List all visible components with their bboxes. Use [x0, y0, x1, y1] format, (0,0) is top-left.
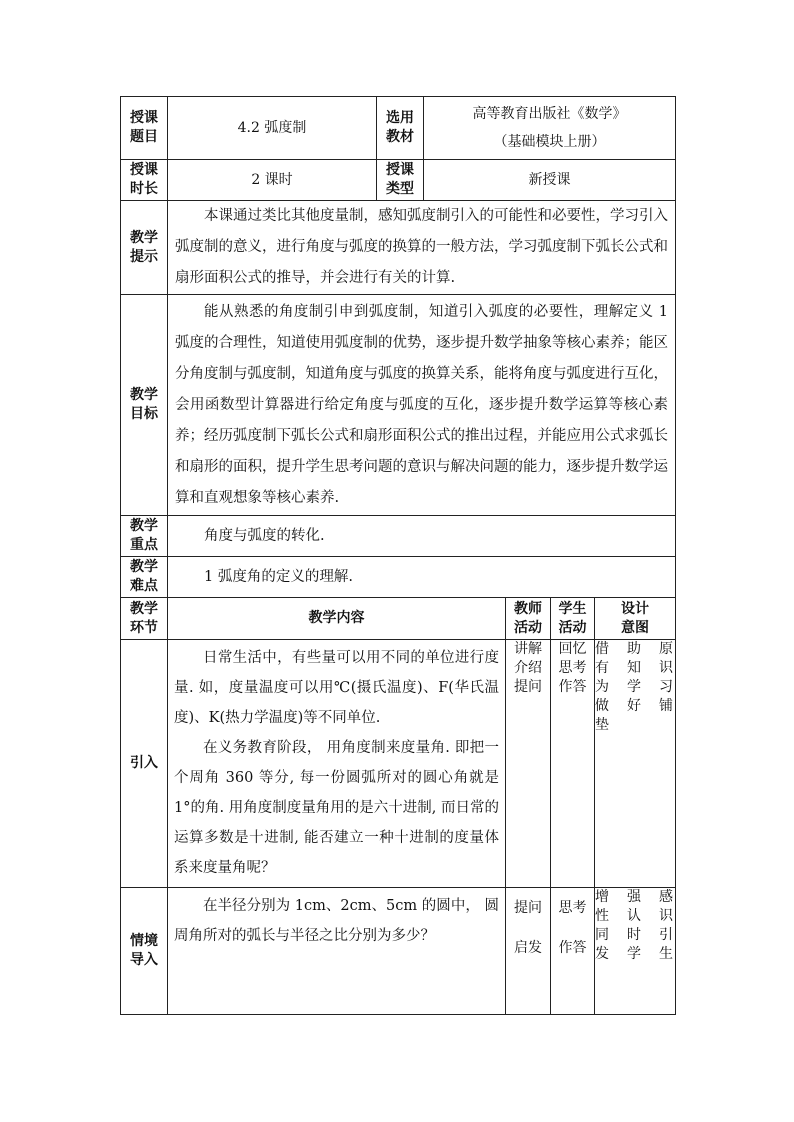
- student-activity-item: 回忆: [558, 641, 587, 657]
- col-header-design-line1: 设计: [621, 600, 649, 617]
- student-activity-item: 思考: [558, 659, 587, 676]
- type-label-line2: 类型: [386, 181, 414, 197]
- col-header-student: [551, 598, 595, 640]
- teacher-activity-item: 启发: [514, 940, 542, 956]
- stage-situation-paragraph: 在半径分别为 1cm、2cm、5cm 的圆中， 圆周角所对的弧长与半径之比分别为多少？: [174, 898, 499, 944]
- difficulty-label-line2: 难点: [130, 578, 158, 594]
- key-point-label: [121, 516, 168, 557]
- key-point-label-line2: 重点: [130, 537, 158, 553]
- topic-value: 4.2 弧度制: [168, 97, 377, 160]
- type-label-line1: 授课: [386, 162, 414, 179]
- textbook-line1: 高等教育出版社《数学》: [472, 106, 627, 122]
- stage-situation-label-line2: 导入: [130, 952, 158, 968]
- difficulty-text: 1 弧度角的定义的理解.: [204, 568, 353, 585]
- col-header-design-line2: 意图: [621, 619, 649, 636]
- col-header-stage: [121, 598, 168, 640]
- design-line: 垫: [595, 716, 611, 733]
- row-difficulty: [121, 557, 676, 598]
- stage-situation-student: [551, 888, 595, 1015]
- col-header-teacher-line2: 活动: [514, 619, 542, 636]
- col-header-student-line1: 学生: [558, 600, 587, 617]
- difficulty-label-line1: 教学: [130, 559, 158, 576]
- teacher-activity-item: 提问: [514, 678, 542, 695]
- stage-intro-teacher: [506, 640, 551, 888]
- goals-label-line2: 目标: [130, 406, 158, 422]
- col-header-teacher-line1: 教师: [514, 600, 542, 617]
- goals-label: [121, 295, 168, 516]
- row-column-headers: [121, 598, 676, 640]
- teacher-activity-item: 介绍: [514, 659, 542, 676]
- key-point-text: 角度与弧度的转化.: [204, 527, 325, 544]
- row-topic: [121, 97, 676, 160]
- textbook-label-line1: 选用: [386, 110, 414, 127]
- textbook-value: [424, 97, 676, 160]
- design-line: 同时引: [595, 926, 675, 943]
- design-line: 性认识: [595, 907, 675, 924]
- col-header-stage-line1: 教学: [130, 600, 158, 617]
- textbook-label: [377, 97, 424, 160]
- stage-intro-paragraph: 日常生活中，有些量可以用不同的单位进行度量. 如，度量温度可以用℃(摄氏温度)、F(华氏温度)、K(热力学温度)等不同单位.: [174, 650, 499, 726]
- stage-situation-design: [595, 888, 676, 1015]
- key-point-label-line1: 教学: [130, 518, 158, 535]
- goals-text-cell: [168, 295, 676, 516]
- design-line: 有知识: [595, 659, 675, 676]
- stage-intro-student: [551, 640, 595, 888]
- difficulty-label: [121, 557, 168, 598]
- goals-text: 能从熟悉的角度制引申到弧度制，知道引入弧度的必要性，理解定义 1 弧度的合理性，知道使用弧度制的优势，逐步提升数学抽象等核心素养；能区分角度制与弧度制，知道角度与弧度的换算关系，能将角度与弧度进行互化，会用函数型计算器进行给定角度与弧度的互化，逐步提升数学运算等核心素养；经历弧度制下弧长公式和扇形面积公式的推出过程，并能应用公式求弧长和扇形的面积，提升学生思考问题的意识与解决问题的能力，逐步提升数学运算和直观想象等核心素养.: [175, 303, 668, 506]
- teacher-activity-item: 讲解: [514, 641, 542, 657]
- difficulty-cell: [168, 557, 676, 598]
- teacher-activity-item: 提问: [514, 900, 542, 916]
- topic-label-line1: 授课: [130, 110, 158, 127]
- key-point-cell: [168, 516, 676, 557]
- goals-label-line1: 教学: [130, 387, 158, 404]
- hints-label-line2: 提示: [130, 248, 158, 265]
- student-activity-item: 作答: [558, 678, 587, 695]
- student-activity-item: 思考: [558, 900, 587, 916]
- hints-label-line1: 教学: [130, 229, 158, 246]
- lesson-plan-table: [120, 96, 676, 1015]
- textbook-label-line2: 教材: [386, 129, 414, 145]
- design-line: 发学生: [595, 945, 675, 962]
- col-header-content: 教学内容: [168, 598, 506, 640]
- row-duration: [121, 160, 676, 201]
- row-stage-intro: [121, 640, 676, 888]
- stage-intro-content: [168, 640, 506, 888]
- row-key-point: [121, 516, 676, 557]
- stage-intro-label: 引入: [121, 640, 168, 888]
- textbook-line2: （基础模块上册）: [493, 134, 606, 150]
- stage-situation-teacher: [506, 888, 551, 1015]
- col-header-design: [595, 598, 676, 640]
- col-header-student-line2: 活动: [558, 619, 587, 636]
- hints-text-cell: [168, 201, 676, 295]
- duration-label-line2: 时长: [130, 181, 158, 197]
- col-header-stage-line2: 环节: [130, 619, 158, 636]
- duration-value: 2 课时: [168, 160, 377, 201]
- row-hints: [121, 201, 676, 295]
- row-stage-situation: [121, 888, 676, 1015]
- duration-label-line1: 授课: [130, 162, 158, 179]
- type-label: [377, 160, 424, 201]
- stage-situation-content: [168, 888, 506, 1015]
- hints-text: 本课通过类比其他度量制，感知弧度制引入的可能性和必要性，学习引入弧度制的意义，进行角度与弧度的换算的一般方法，学习弧度制下弧长公式和扇形面积公式的推导，并会进行有关的计算.: [175, 208, 668, 286]
- stage-situation-label: [121, 888, 168, 1015]
- topic-label-line2: 题目: [130, 129, 158, 145]
- design-line: 借助原: [595, 641, 675, 657]
- student-activity-item: 作答: [558, 940, 587, 956]
- type-value: 新授课: [424, 160, 676, 201]
- design-line: 为学习: [595, 678, 675, 695]
- stage-situation-label-line1: 情境: [130, 933, 158, 950]
- design-line: 增强感: [595, 889, 675, 905]
- col-header-teacher: [506, 598, 551, 640]
- row-goals: [121, 295, 676, 516]
- hints-label: [121, 201, 168, 295]
- duration-label: [121, 160, 168, 201]
- design-line: 做好铺: [595, 697, 675, 714]
- stage-intro-design: [595, 640, 676, 888]
- topic-label: [121, 97, 168, 160]
- stage-intro-paragraph: 在义务教育阶段， 用角度制来度量角. 即把一个周角 360 等分, 每一份圆弧所对的圆心角就是 1°的角. 用角度制度量角用的是六十进制, 而日常的运算多数是十进制, 能否建立一种十进制的度量体系来度量角呢？: [174, 740, 499, 876]
